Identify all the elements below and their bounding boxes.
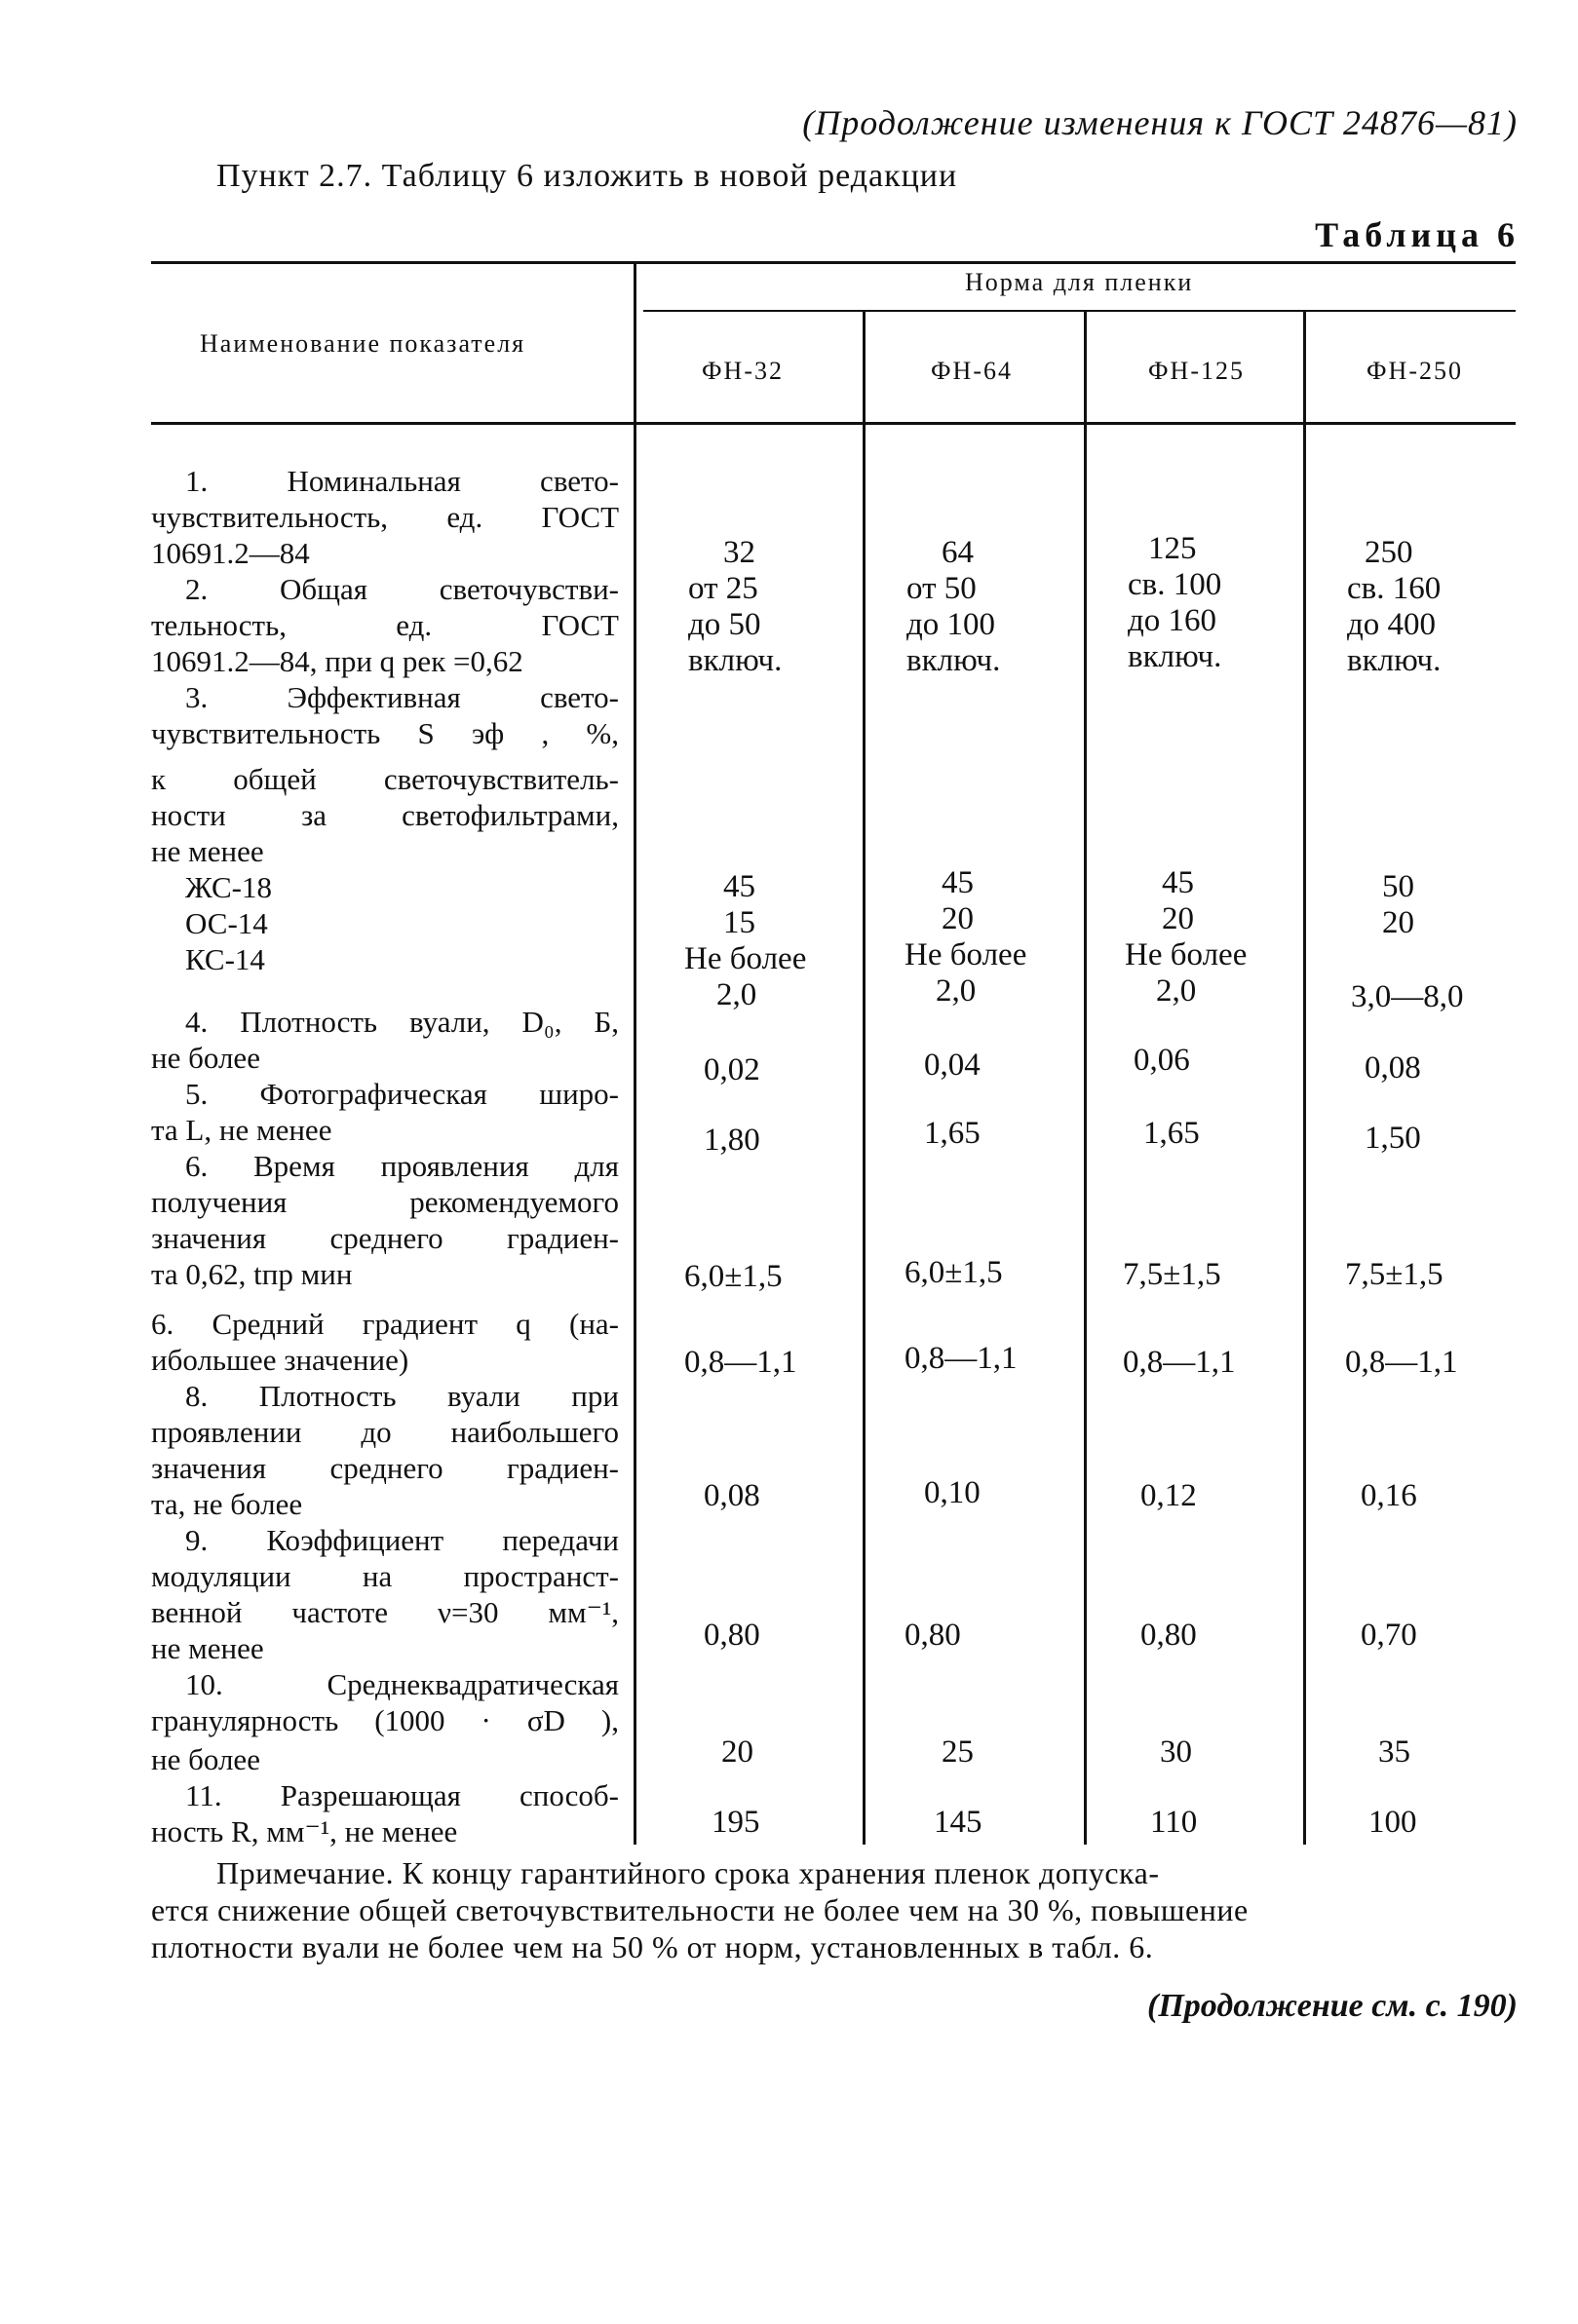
fn64-body-divider [1084,425,1087,1845]
note-line-3: плотности вуали не более чем на 50 % от норм, установленных в табл. 6. [151,1929,1154,1964]
indicator-6-line-4: та 0,62, tпр мин [151,1257,353,1291]
indicator-8-line-2: проявлении до наибольшего [151,1415,619,1449]
fn125-general-3: включ. [1128,639,1222,674]
indicator-3-line-1: 3. Эффективная свето- [185,680,619,714]
fn64-mtf: 0,80 [904,1618,961,1653]
fn32-resolution: 195 [712,1805,760,1840]
fn125-gradient: 0,8—1,1 [1123,1345,1236,1380]
norm-column-header: Норма для пленки [965,268,1194,296]
fn125-latitude: 1,65 [1143,1116,1200,1151]
fn250-fog-max: 0,16 [1361,1478,1417,1513]
fn64-ks14-2: 2,0 [936,973,977,1009]
indicator-10-line-1: 10. Среднеквадратическая [185,1667,619,1701]
fn250-latitude: 1,50 [1365,1121,1421,1156]
film-header-fn125: ФН-125 [1148,357,1245,385]
filter-ks14: КС-14 [185,942,265,976]
fn32-ks14-1: Не более [684,941,807,976]
indicator-5-line-1: 5. Фотографическая широ- [185,1077,619,1111]
indicator-column [151,0,619,2324]
fn64-zhs18: 45 [942,865,974,900]
indicator-3-line-4: ности за светофильтрами, [151,798,619,832]
fn64-general-2: до 100 [906,607,996,642]
fn125-general-2: до 160 [1128,603,1217,638]
fn32-general-2: до 50 [688,607,761,642]
fn125-general-1: св. 100 [1128,567,1222,602]
indicator-3-line-3: к общей светочувствитель- [151,762,619,796]
indicator-3-line-2: чувствительность S эф , %, [151,716,619,750]
fn125-column-divider [1303,312,1306,422]
fn64-os14: 20 [942,901,974,936]
fn32-body-divider [863,425,866,1845]
fn32-zhs18: 45 [723,869,755,904]
indicator-6-line-2: получения рекомендуемого [151,1185,619,1219]
fn250-resolution: 100 [1368,1805,1417,1840]
fn64-ks14-1: Не более [904,937,1027,972]
note-line-1: Примечание. К концу гарантийного срока хранения пленок допуска- [216,1855,1160,1890]
fn125-granularity: 30 [1160,1734,1192,1770]
fn250-fog: 0,08 [1365,1050,1421,1086]
indicator-10-line-2: гранулярность (1000 · σD ), [151,1703,619,1737]
fn125-ks14-2: 2,0 [1156,973,1197,1009]
indicator-3-line-5: не менее [151,834,264,868]
indicator-1-line-2: чувствительность, ед. ГОСТ [151,500,619,534]
fn125-ks14-1: Не более [1125,937,1248,972]
table-label: Таблица 6 [1315,215,1520,254]
indicator-2-line-3: 10691.2—84, при q рек =0,62 [151,644,523,678]
film-header-fn64: ФН-64 [931,357,1013,385]
fn32-general-3: включ. [688,643,783,678]
fn250-general-3: включ. [1347,643,1442,678]
fn250-general-2: до 400 [1347,607,1437,642]
fn32-column-divider [863,312,866,422]
continuation-header: (Продолжение изменения к ГОСТ 24876—81) [802,103,1518,142]
norm-subhead-rule [643,310,1516,312]
indicator-4-line-1: 4. Плотность вуали, D₀, Б, [185,1005,619,1039]
continuation-footer: (Продолжение см. с. 190) [1147,1988,1518,2024]
fn64-general-3: включ. [906,643,1001,678]
fn125-nominal: 125 [1148,531,1197,566]
indicator-1-line-1: 1. Номинальная свето- [185,464,619,498]
fn64-column-divider [1084,312,1087,422]
film-header-fn32: ФН-32 [702,357,784,385]
indicator-9-line-1: 9. Коэффициент передачи [185,1523,619,1557]
indicator-9-line-3: венной частоте ν=30 мм⁻¹, [151,1595,619,1629]
fn125-devtime: 7,5±1,5 [1123,1257,1221,1292]
indicator-4-line-2: не более [151,1041,260,1075]
fn32-latitude: 1,80 [704,1123,760,1158]
fn250-zhs18: 50 [1382,869,1414,904]
fn125-resolution: 110 [1150,1805,1198,1840]
fn32-devtime: 6,0±1,5 [684,1259,783,1294]
fn64-nominal: 64 [942,535,974,570]
point-text: Пункт 2.7. Таблицу 6 изложить в новой редакции [216,158,958,194]
filter-os14: ОС-14 [185,906,268,940]
fn64-general-1: от 50 [906,571,977,606]
fn32-fog: 0,02 [704,1052,760,1087]
fn32-gradient: 0,8—1,1 [684,1345,797,1380]
indicator-6-line-3: значения среднего градиен- [151,1221,619,1255]
fn125-zhs18: 45 [1162,865,1194,900]
fn32-granularity: 20 [721,1734,753,1770]
indicator-column-divider [634,261,636,1845]
fn64-devtime: 6,0±1,5 [904,1255,1003,1290]
fn125-fog: 0,06 [1134,1043,1190,1078]
note-line-2: ется снижение общей светочувствительности не более чем на 30 %, повышение [151,1892,1249,1927]
fn32-os14: 15 [723,905,755,940]
fn125-fog-max: 0,12 [1140,1478,1197,1513]
fn250-mtf: 0,70 [1361,1618,1417,1653]
fn32-nominal: 32 [723,535,755,570]
fn64-fog: 0,04 [924,1048,981,1083]
indicator-2-line-2: тельность, ед. ГОСТ [151,608,619,642]
fn250-general-1: св. 160 [1347,571,1442,606]
indicator-11-line-1: 11. Разрешающая способ- [185,1778,619,1812]
fn32-mtf: 0,80 [704,1618,760,1653]
fn64-latitude: 1,65 [924,1116,981,1151]
fn250-devtime: 7,5±1,5 [1345,1257,1443,1292]
indicator-6-line-1: 6. Время проявления для [185,1149,619,1183]
fn125-mtf: 0,80 [1140,1618,1197,1653]
fn250-granularity: 35 [1378,1734,1410,1770]
fn125-body-divider [1303,425,1306,1845]
indicator-column-header: Наименование показателя [200,329,526,358]
indicator-11-line-2: ность R, мм⁻¹, не менее [151,1814,458,1848]
indicator-7-line-2: ибольшее значение) [151,1343,409,1377]
indicator-9-line-2: модуляции на пространст- [151,1559,619,1593]
fn64-fog-max: 0,10 [924,1475,981,1510]
fn32-general-1: от 25 [688,571,758,606]
indicator-8-line-3: значения среднего градиен- [151,1451,619,1485]
indicator-8-line-4: та, не более [151,1487,303,1521]
indicator-7-line-1: 6. Средний градиент q (на- [151,1307,619,1341]
fn250-ks14: 3,0—8,0 [1351,979,1464,1014]
indicator-10-line-3: не более [151,1742,260,1776]
indicator-8-line-1: 8. Плотность вуали при [185,1379,619,1413]
fn250-os14: 20 [1382,905,1414,940]
indicator-5-line-2: та L, не менее [151,1113,332,1147]
indicator-1-line-3: 10691.2—84 [151,536,310,570]
indicator-9-line-4: не менее [151,1631,264,1665]
indicator-2-line-1: 2. Общая светочувстви- [185,572,619,606]
fn32-fog-max: 0,08 [704,1478,760,1513]
filter-zhs18: ЖС-18 [185,870,273,904]
fn250-gradient: 0,8—1,1 [1345,1345,1458,1380]
film-header-fn250: ФН-250 [1366,357,1463,385]
fn64-resolution: 145 [934,1805,982,1840]
fn32-ks14-2: 2,0 [716,977,757,1012]
fn125-os14: 20 [1162,901,1194,936]
fn64-gradient: 0,8—1,1 [904,1341,1018,1376]
fn64-granularity: 25 [942,1734,974,1770]
fn250-nominal: 250 [1365,535,1413,570]
